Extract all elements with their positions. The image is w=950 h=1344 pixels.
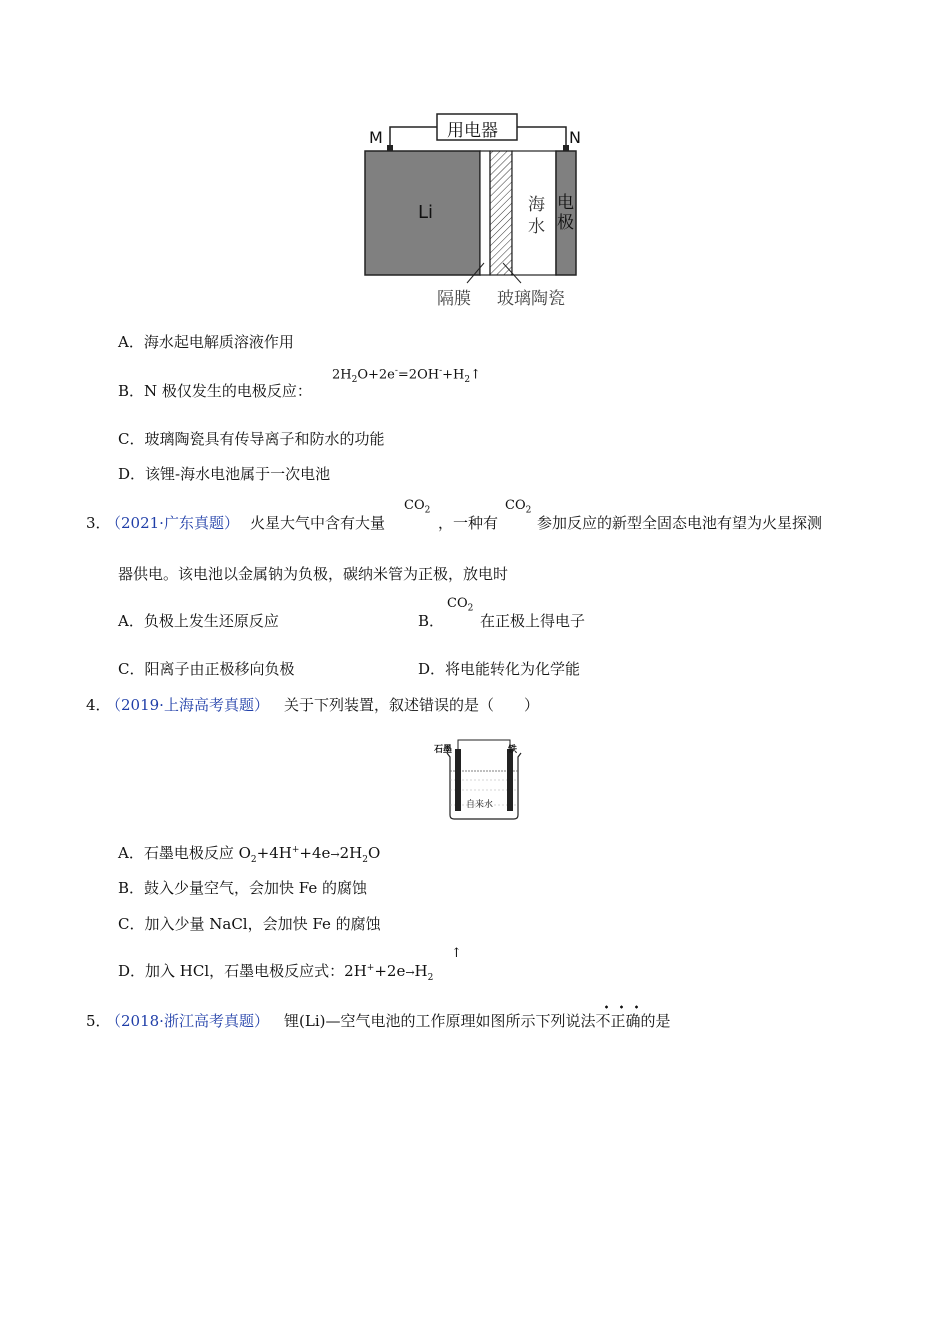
- formula-part: ↑: [470, 367, 481, 383]
- formula-part: +H: [442, 367, 465, 383]
- formula-sub: 2: [525, 505, 532, 516]
- q4-option-d-up-arrow: ↑: [451, 946, 462, 961]
- q2-option-d: D．该锂-海水电池属于一次电池: [118, 465, 331, 483]
- q4-option-d: [118, 960, 433, 983]
- formula-part: +2e: [374, 962, 406, 980]
- formula-part: CO: [404, 498, 425, 513]
- membrane-label: 隔膜: [437, 289, 471, 309]
- q3-option-b-co2: [447, 596, 473, 614]
- q4-source: （2019·上海高考真题）: [106, 696, 269, 714]
- q3-co2-2: [505, 498, 531, 516]
- q4-text: 关于下列装置，叙述错误的是（ ）: [284, 696, 540, 714]
- q5-number: 5．: [86, 1012, 111, 1030]
- q5-text: [284, 1010, 671, 1031]
- formula-sub: 2: [467, 603, 474, 614]
- formula-part: +4e: [299, 844, 331, 862]
- tap-water-label: 自来水: [466, 800, 494, 810]
- formula-sub: 2: [464, 374, 471, 385]
- formula-part: H: [414, 962, 428, 980]
- formula-sub: 2: [424, 505, 431, 516]
- terminal-m-label: M: [369, 128, 383, 147]
- q4-number: 4．: [86, 696, 111, 714]
- ceramic-label: 玻璃陶瓷: [497, 289, 565, 309]
- q3-text-3: 参加反应的新型全固态电池有望为火星探测: [537, 514, 823, 532]
- q5-text-1: 锂(Li)—空气电池的工作原理如图所示下列说法: [284, 1012, 596, 1030]
- q3-option-d: D．将电能转化为化学能: [418, 660, 581, 678]
- q5-text-2: 的是: [640, 1012, 671, 1030]
- seawater-label-1: 海: [528, 195, 545, 215]
- formula-sup: +: [291, 845, 300, 855]
- formula-sup: -: [439, 366, 443, 376]
- electrode-label-2: 极: [557, 213, 574, 233]
- formula-part: 2H: [339, 844, 363, 862]
- formula-part: =2OH: [397, 367, 440, 383]
- device-label: 用电器: [447, 121, 498, 141]
- formula-sup: +: [366, 963, 375, 973]
- q3-option-b-text: 在正极上得电子: [480, 612, 586, 630]
- graphite-label: 石墨: [434, 745, 453, 755]
- q5-source: （2018·浙江高考真题）: [106, 1012, 269, 1030]
- formula-sup: -: [394, 366, 398, 376]
- li-label: Li: [418, 202, 434, 223]
- seawater-label-2: 水: [528, 217, 545, 237]
- iron-label: 铁: [508, 745, 518, 755]
- formula-part: +4H: [256, 844, 292, 862]
- q5-emphasis: 不正确: [595, 1004, 640, 1031]
- q3-source: （2021·广东真题）: [106, 514, 239, 532]
- formula-sub: 2: [362, 855, 368, 865]
- formula-part: 2H: [344, 962, 367, 980]
- q3-text-2: ，一种有: [438, 514, 499, 532]
- formula-part: O+2e: [357, 367, 395, 383]
- option-text: A．石墨电极反应 O: [118, 844, 251, 862]
- formula-sub: 2: [351, 374, 358, 385]
- q3-option-b-label: B．: [418, 612, 445, 630]
- q2-option-b-text: B．N 极仅发生的电极反应：: [118, 382, 312, 400]
- q3-option-a: A．负极上发生还原反应: [118, 612, 279, 630]
- q2-option-a: A．海水起电解质溶液作用: [118, 333, 294, 351]
- q4-option-a: [118, 842, 380, 865]
- q2-option-c: C．玻璃陶瓷具有传导离子和防水的功能: [118, 430, 385, 448]
- q3-number: 3．: [86, 514, 111, 532]
- arrow: →: [330, 848, 340, 861]
- formula-part: 2H: [332, 367, 352, 383]
- q2-option-b-formula: [332, 366, 481, 385]
- formula-sub: 2: [250, 855, 257, 865]
- formula-part: CO: [505, 498, 526, 513]
- q4-option-b: B．鼓入少量空气，会加快 Fe 的腐蚀: [118, 879, 368, 897]
- q3-co2-1: [404, 498, 430, 516]
- q3-text-1: 火星大气中含有大量: [250, 514, 386, 532]
- formula-sub: 2: [427, 973, 434, 983]
- terminal-n-label: N: [569, 128, 581, 147]
- q3-option-c: C．阳离子由正极移向负极: [118, 660, 295, 678]
- option-text: D．加入 HCl，石墨电极反应式：: [118, 962, 345, 980]
- electrode-label-1: 电: [557, 193, 574, 213]
- q4-option-c: C．加入少量 NaCl，会加快 Fe 的腐蚀: [118, 915, 381, 933]
- formula-part: O: [367, 844, 381, 862]
- q2-option-b: [118, 380, 312, 401]
- q3-line-2: 器供电。该电池以金属钠为负极，碳纳米管为正极，放电时: [118, 565, 509, 583]
- formula-part: CO: [447, 596, 468, 611]
- arrow: →: [405, 966, 415, 979]
